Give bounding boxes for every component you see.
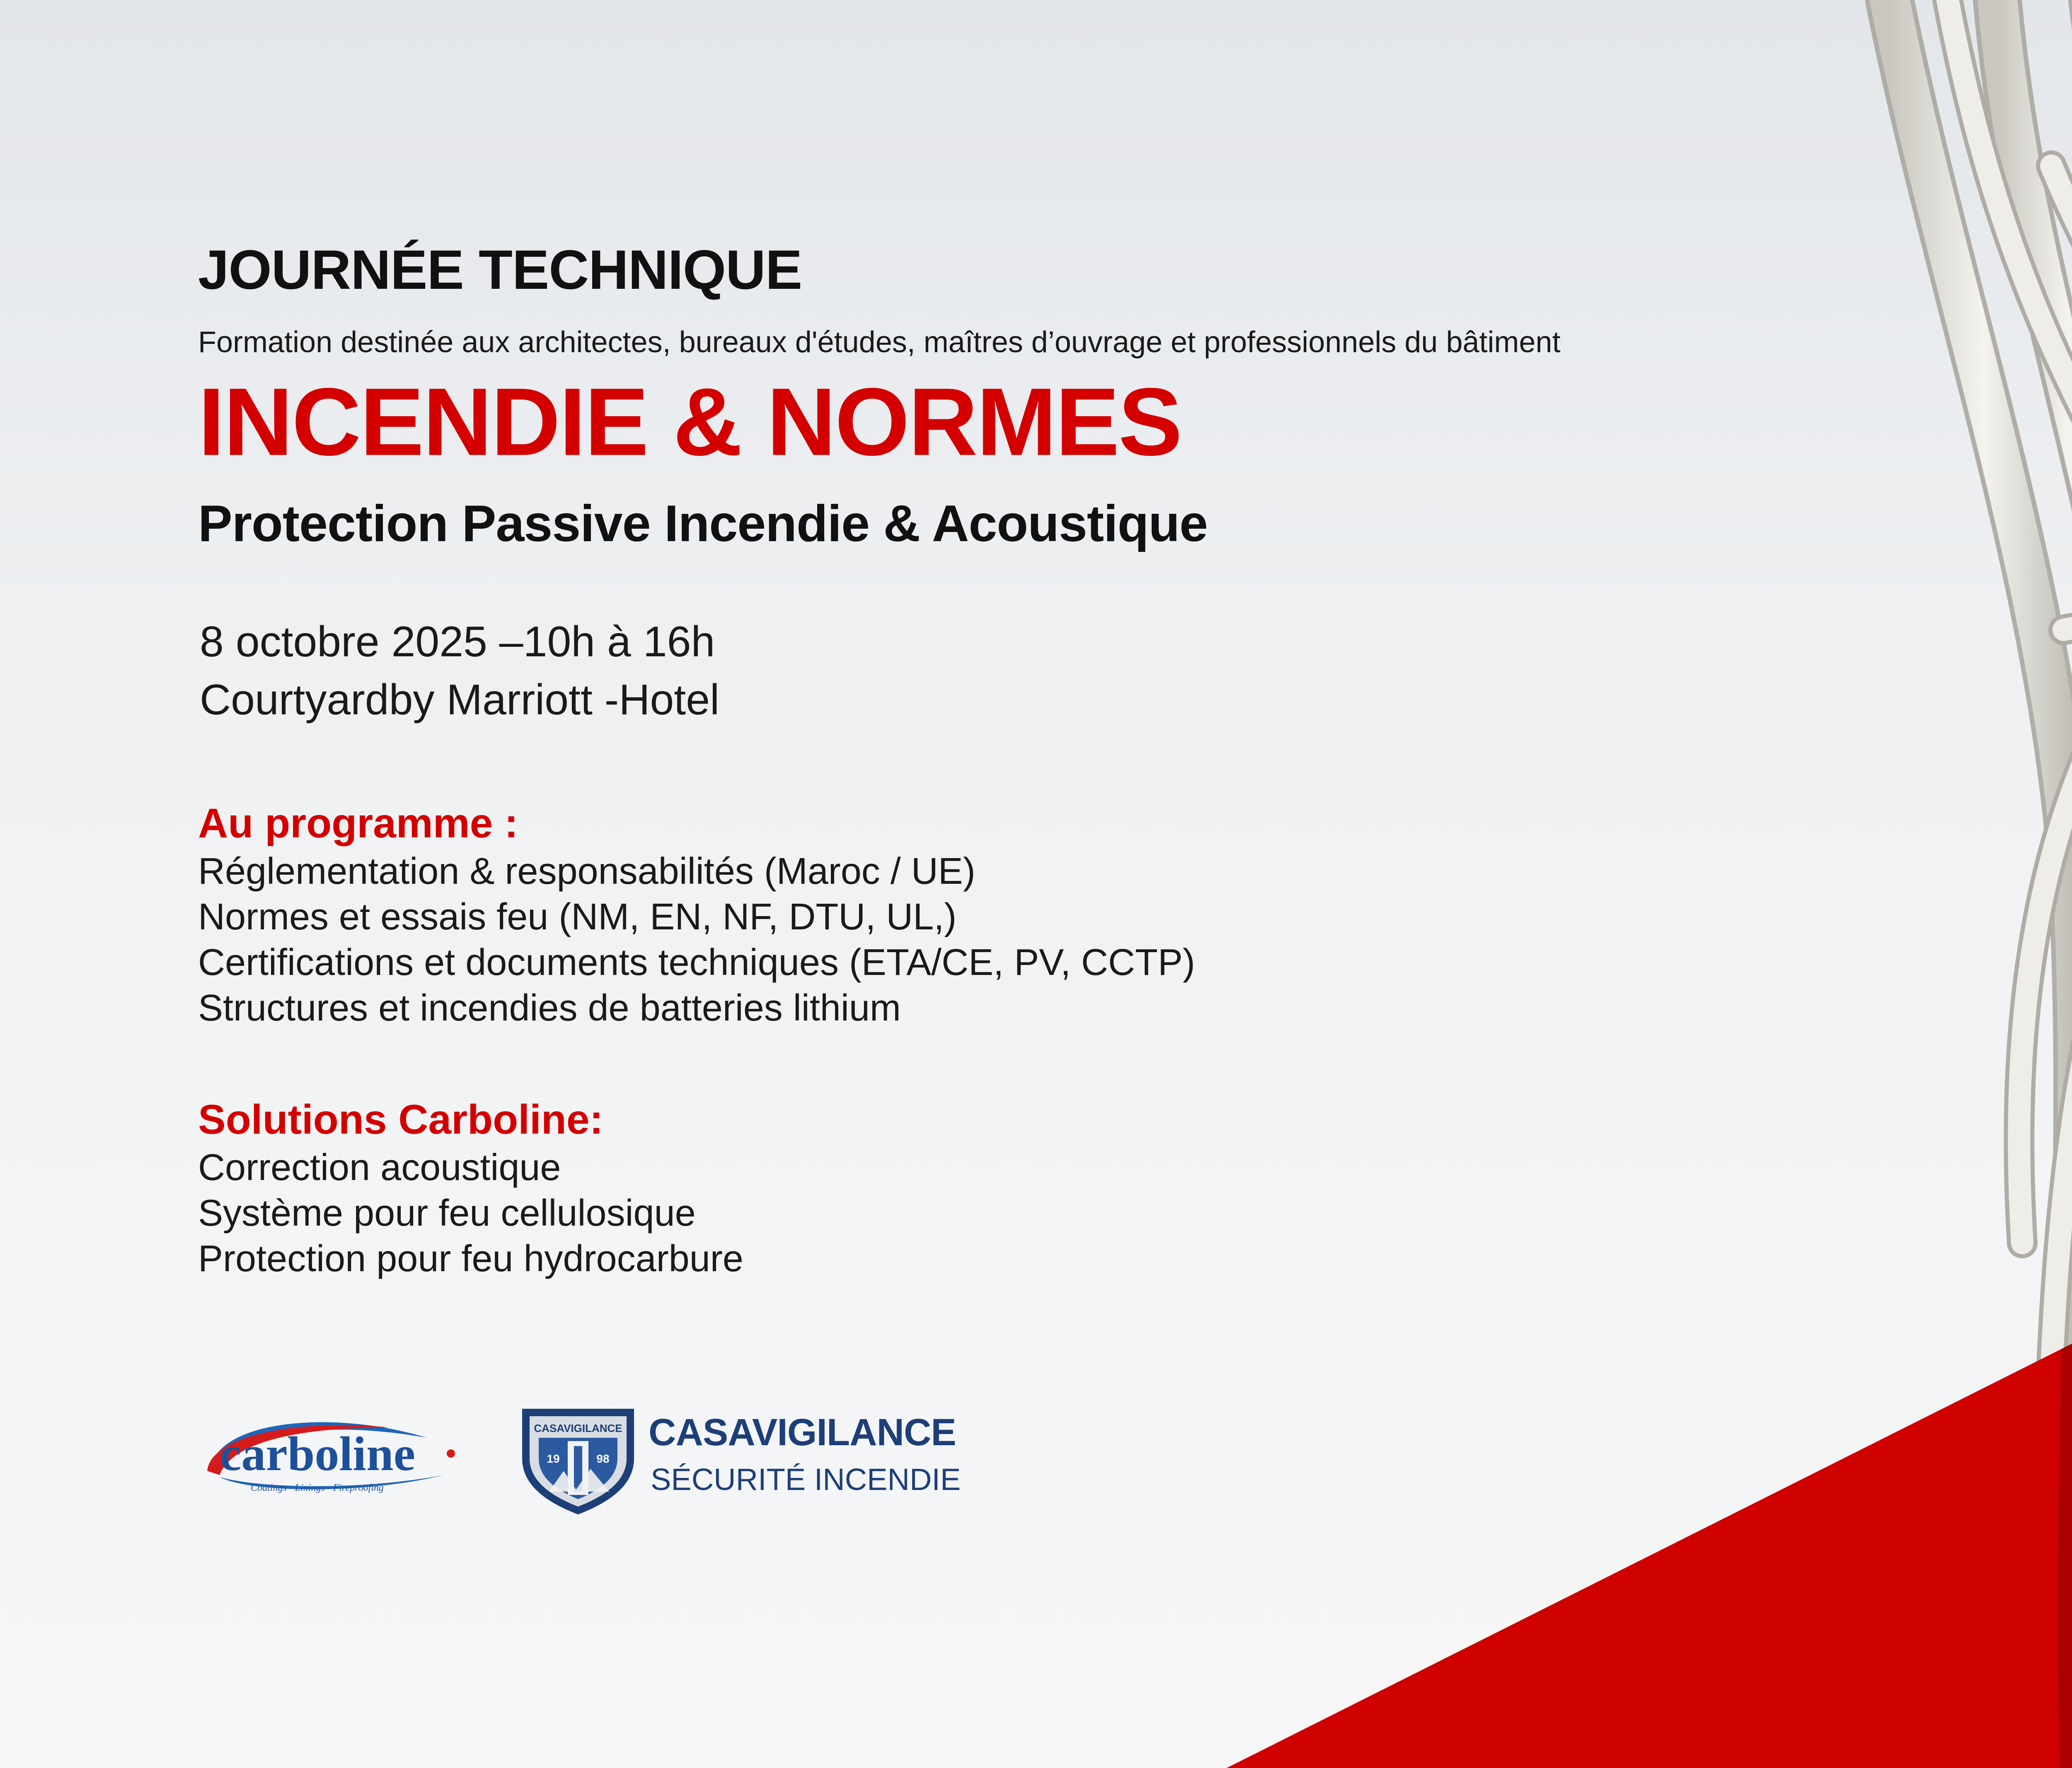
program-item: Réglementation & responsabilités (Maroc / UE) — [198, 851, 975, 892]
solution-item: Protection pour feu hydrocarbure — [198, 1238, 743, 1279]
carboline-tagline: Coatings - Linings - Fireproofing — [251, 1483, 384, 1493]
carboline-wordmark: carboline — [220, 1427, 415, 1481]
shield-badge-text: CASAVIGILANCE — [534, 1422, 622, 1434]
shield-year-left: 19 — [547, 1452, 560, 1465]
shield-year-right: 98 — [596, 1452, 610, 1465]
casavigilance-name: CASAVIGILANCE — [649, 1411, 956, 1454]
solution-item: Système pour feu cellulosique — [198, 1192, 696, 1234]
event-date: 8 octobre 2025 –10h à 16h — [200, 618, 715, 666]
program-item: Normes et essais feu (NM, EN, NF, DTU, UL,) — [198, 896, 957, 938]
event-subtitle: Protection Passive Incendie & Acoustique — [198, 495, 1208, 552]
carboline-logo — [195, 1405, 460, 1504]
solution-item: Correction acoustique — [198, 1147, 561, 1188]
program-heading: Au programme : — [198, 800, 518, 847]
program-list — [198, 849, 1195, 1031]
solutions-heading: Solutions Carboline: — [198, 1096, 603, 1143]
event-title: INCENDIE & NORMES — [198, 368, 1181, 476]
casavigilance-tagline: SÉCURITÉ INCENDIE — [651, 1462, 961, 1497]
event-venue: Courtyardby Marriott -Hotel — [200, 676, 720, 724]
solutions-list — [198, 1145, 743, 1282]
red-diagonal-band — [1227, 1052, 2072, 1768]
program-item: Certifications et documents techniques (ETA/CE, PV, CCTP) — [198, 942, 1195, 983]
program-item: Structures et incendies de batteries lithium — [198, 987, 901, 1029]
audience-text: Formation destinée aux architectes, bureaux d'études, maîtres d’ouvrage et professionnels du bâtiment — [198, 326, 1561, 359]
event-type-heading: JOURNÉE TECHNIQUE — [198, 239, 802, 301]
